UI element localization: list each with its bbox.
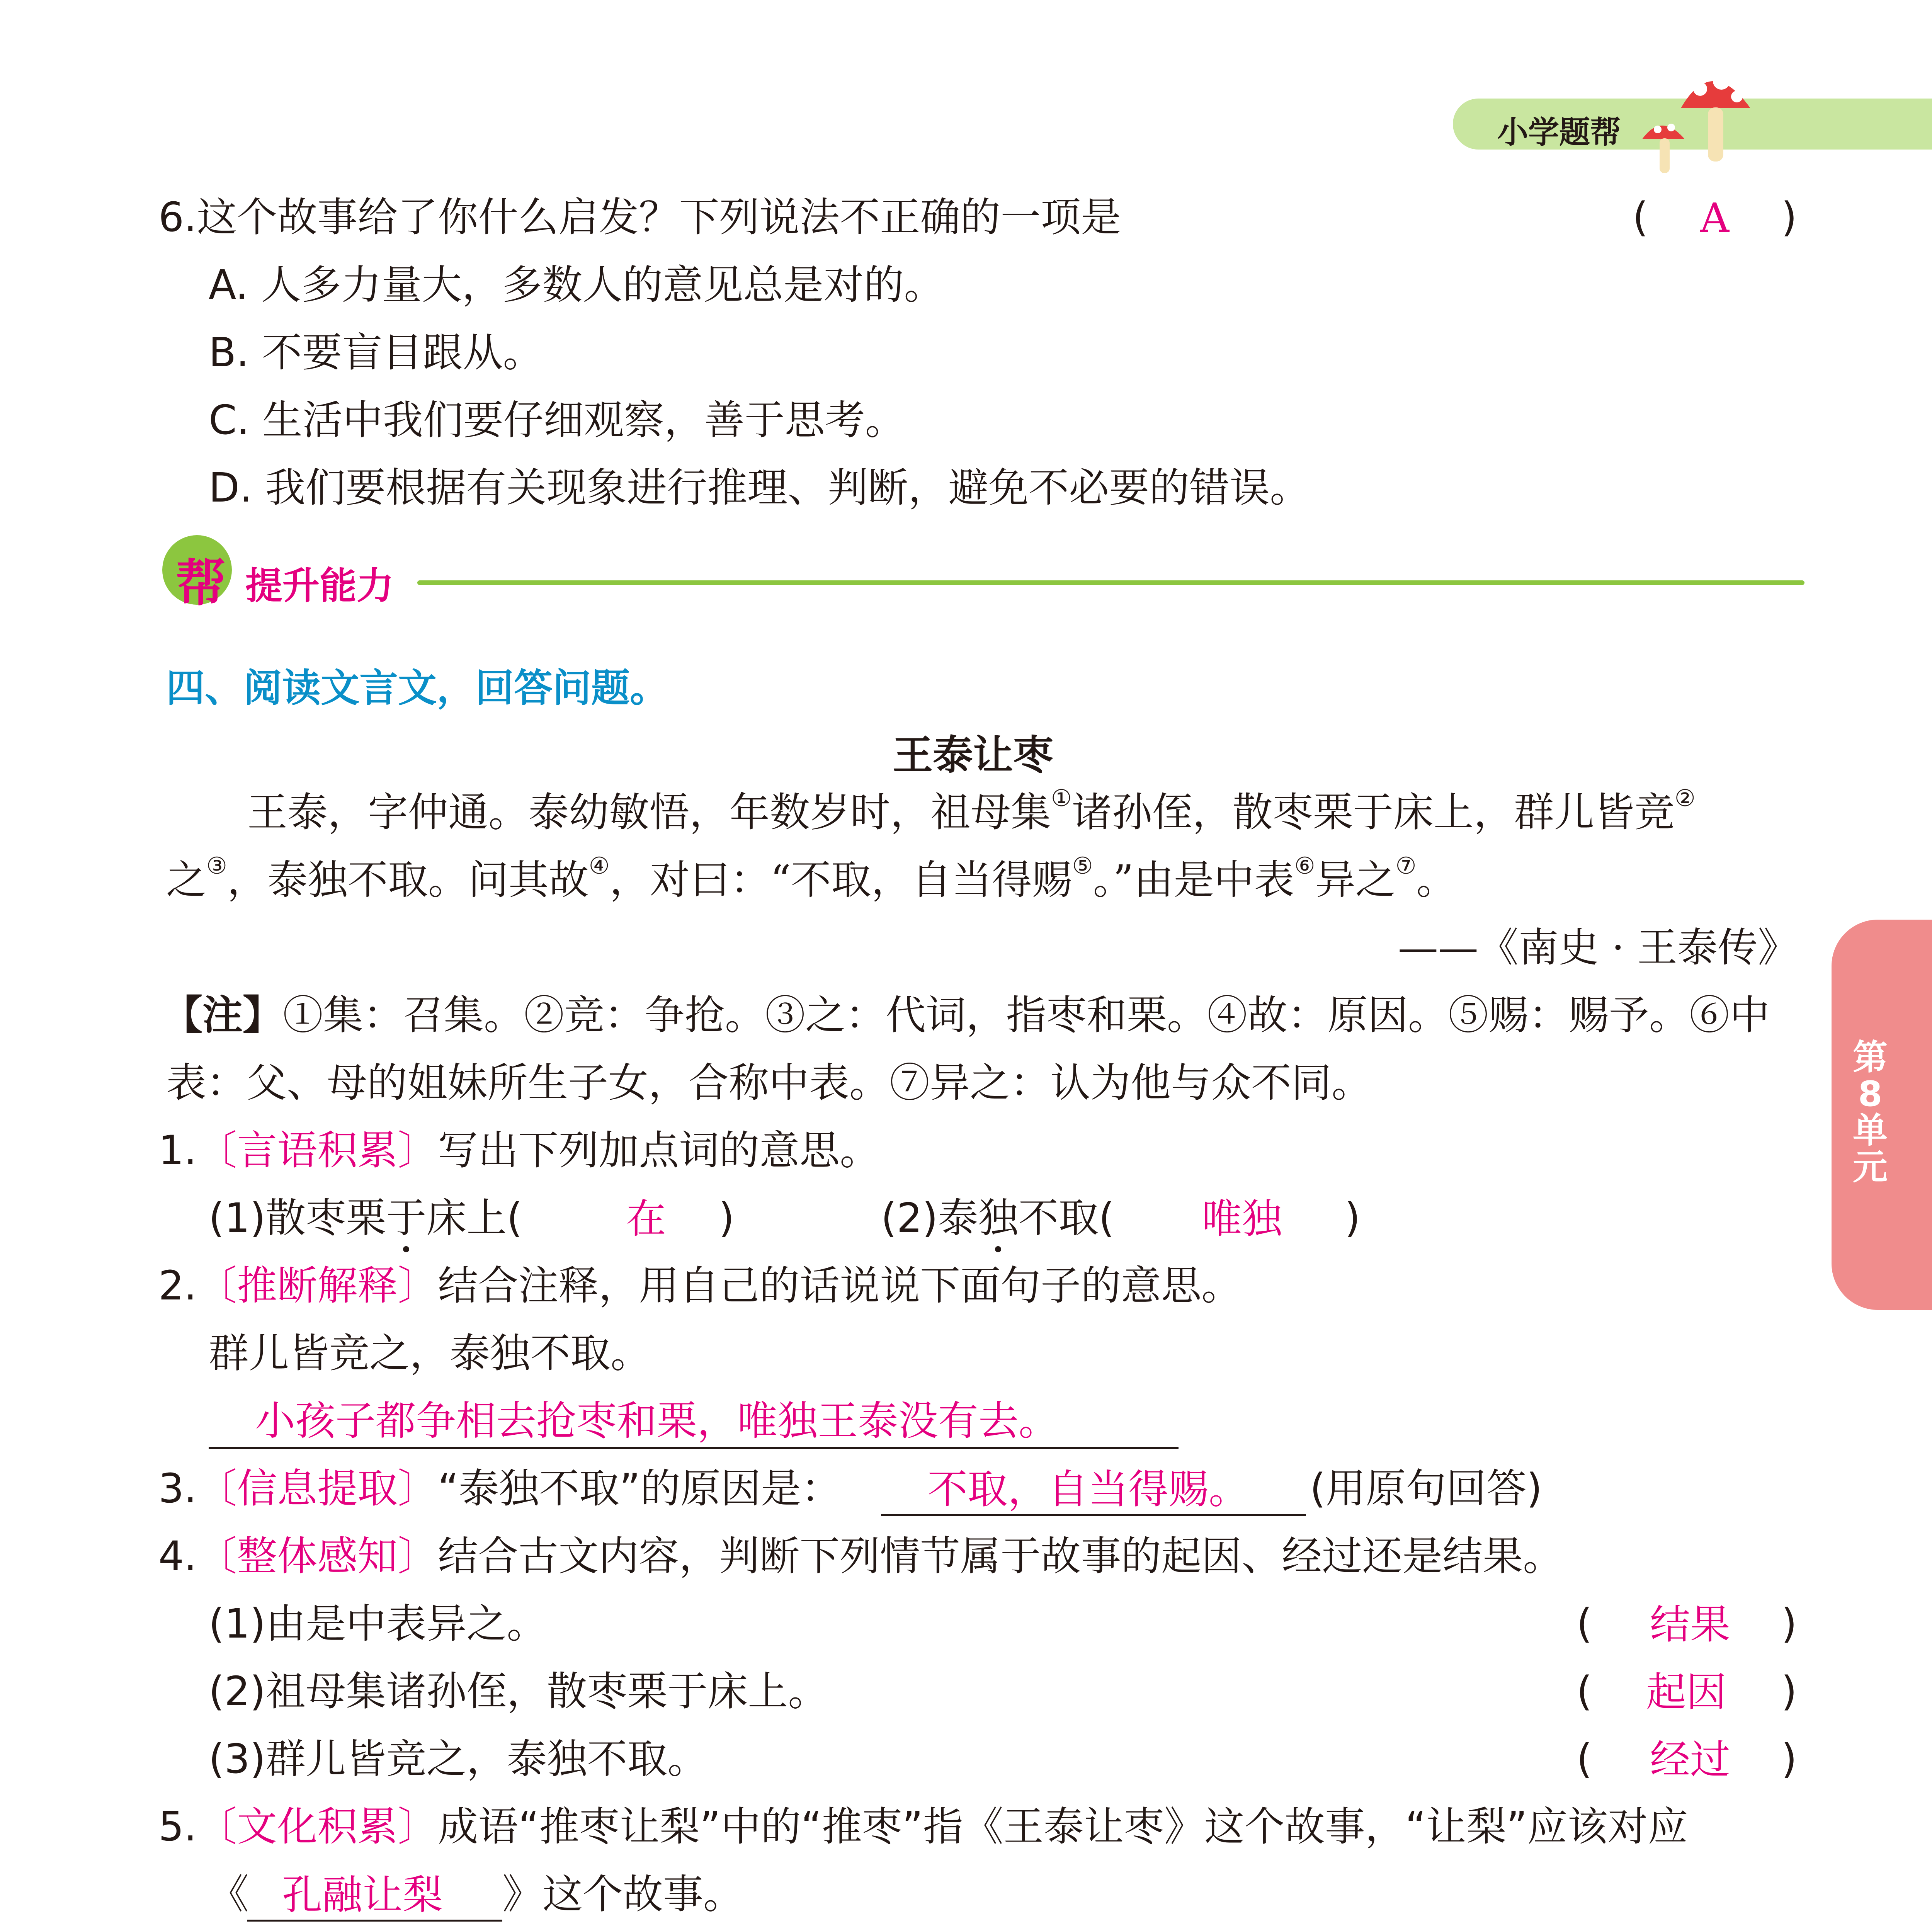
q5-close: 》这个故事。 bbox=[502, 1871, 744, 1918]
q4-answer-1[interactable]: 结果 bbox=[1650, 1601, 1731, 1648]
q3-suffix: (用原句回答) bbox=[1310, 1465, 1543, 1512]
q4-item-1: (1)由是中表异之。 bbox=[209, 1600, 547, 1647]
notes-line-2: 表：父、母的姐妹所生子女，合称中表。⑦异之：认为他与众不同。 bbox=[166, 1059, 1372, 1106]
passage-line-2: 之③，泰独不取。问其故④，对曰：“不取，自当得赐⑤。”由是中表⑥异之⑦。 bbox=[166, 852, 1457, 903]
q6-top-answer[interactable]: A bbox=[1700, 194, 1730, 242]
q1-item-2-close: ) bbox=[1345, 1194, 1361, 1242]
q1-answer-1[interactable]: 在 bbox=[626, 1195, 667, 1242]
section-badge-text: 帮 bbox=[176, 554, 226, 612]
q4-item-3-paren-open: ( bbox=[1577, 1735, 1592, 1782]
q6-top-option-c[interactable]: C. 生活中我们要仔细观察，善于思考。 bbox=[209, 396, 905, 444]
q1-item-1: (1)散枣栗于床上( bbox=[209, 1194, 522, 1242]
q5-stem: 5.〔文化积累〕成语“推枣让梨”中的“推枣”指《王泰让枣》这个故事，“让梨”应该对应 bbox=[158, 1803, 1688, 1850]
q2-stem: 2.〔推断解释〕结合注释，用自己的话说说下面句子的意思。 bbox=[158, 1262, 1242, 1309]
q1-item-1-close: ) bbox=[719, 1194, 735, 1242]
q2-sentence: 群儿皆竞之，泰独不取。 bbox=[209, 1330, 651, 1377]
passage-title: 王泰让枣 bbox=[893, 731, 1054, 779]
q5-answer[interactable]: 孔融让梨 bbox=[282, 1871, 443, 1918]
q4-item-1-paren-open: ( bbox=[1577, 1600, 1592, 1647]
q4-answer-3[interactable]: 经过 bbox=[1650, 1736, 1731, 1783]
q4-item-3: (3)群儿皆竞之，泰独不取。 bbox=[209, 1735, 708, 1782]
q6-top-option-d[interactable]: D. 我们要根据有关现象进行推理、判断，避免不必要的错误。 bbox=[209, 464, 1310, 511]
q6-top-paren-close: ) bbox=[1781, 194, 1797, 241]
q4-item-2: (2)祖母集诸孙侄，散枣栗于床上。 bbox=[209, 1668, 828, 1715]
q3-stem: 3.〔信息提取〕“泰独不取”的原因是： bbox=[158, 1465, 842, 1512]
notes-line-1: 【注】①集：召集。②竞：争抢。③之：代词，指枣和栗。④故：原因。⑤赐：赐予。⑥中 bbox=[162, 992, 1770, 1039]
passage-line-1: 王泰，字仲通。泰幼敏悟，年数岁时，祖母集①诸孙侄，散枣栗于床上，群儿皆竞② bbox=[247, 785, 1696, 836]
q4-item-2-paren-close: ) bbox=[1781, 1668, 1797, 1715]
q1-stem: 1.〔言语积累〕写出下列加点词的意思。 bbox=[158, 1127, 880, 1174]
q6-top-stem: 6.这个故事给了你什么启发？下列说法不正确的一项是 bbox=[158, 194, 1121, 241]
q3-answer[interactable]: 不取，自当得赐。 bbox=[927, 1466, 1249, 1513]
passage-source: ——《南史 · 王泰传》 bbox=[1398, 924, 1798, 971]
q4-item-1-paren-close: ) bbox=[1781, 1600, 1797, 1647]
q1-item-2: (2)泰独不取( bbox=[881, 1194, 1114, 1242]
q6-top-option-a[interactable]: A. 人多力量大，多数人的意见总是对的。 bbox=[209, 261, 944, 308]
q5-open: 《 bbox=[209, 1871, 249, 1918]
section-title: 提升能力 bbox=[245, 564, 394, 607]
note-label: 【注】 bbox=[162, 992, 283, 1039]
q6-top-option-b[interactable]: B. 不要盲目跟从。 bbox=[209, 329, 543, 376]
unit-tab-label: 第8单元 bbox=[1853, 1037, 1888, 1187]
q6-top-paren-open: ( bbox=[1633, 194, 1648, 241]
q2-answer[interactable]: 小孩子都争相去抢枣和栗，唯独王泰没有去。 bbox=[255, 1397, 1059, 1444]
q4-item-3-paren-close: ) bbox=[1781, 1735, 1797, 1782]
q4-stem: 4.〔整体感知〕结合古文内容，判断下列情节属于故事的起因、经过还是结果。 bbox=[158, 1532, 1563, 1580]
q1-answer-2[interactable]: 唯独 bbox=[1202, 1195, 1282, 1242]
q4-answer-2[interactable]: 起因 bbox=[1646, 1668, 1727, 1716]
part4-heading: 四、阅读文言文，回答问题。 bbox=[166, 665, 668, 711]
header-brand: 小学题帮 bbox=[1497, 114, 1621, 150]
q4-item-2-paren-open: ( bbox=[1577, 1668, 1592, 1715]
